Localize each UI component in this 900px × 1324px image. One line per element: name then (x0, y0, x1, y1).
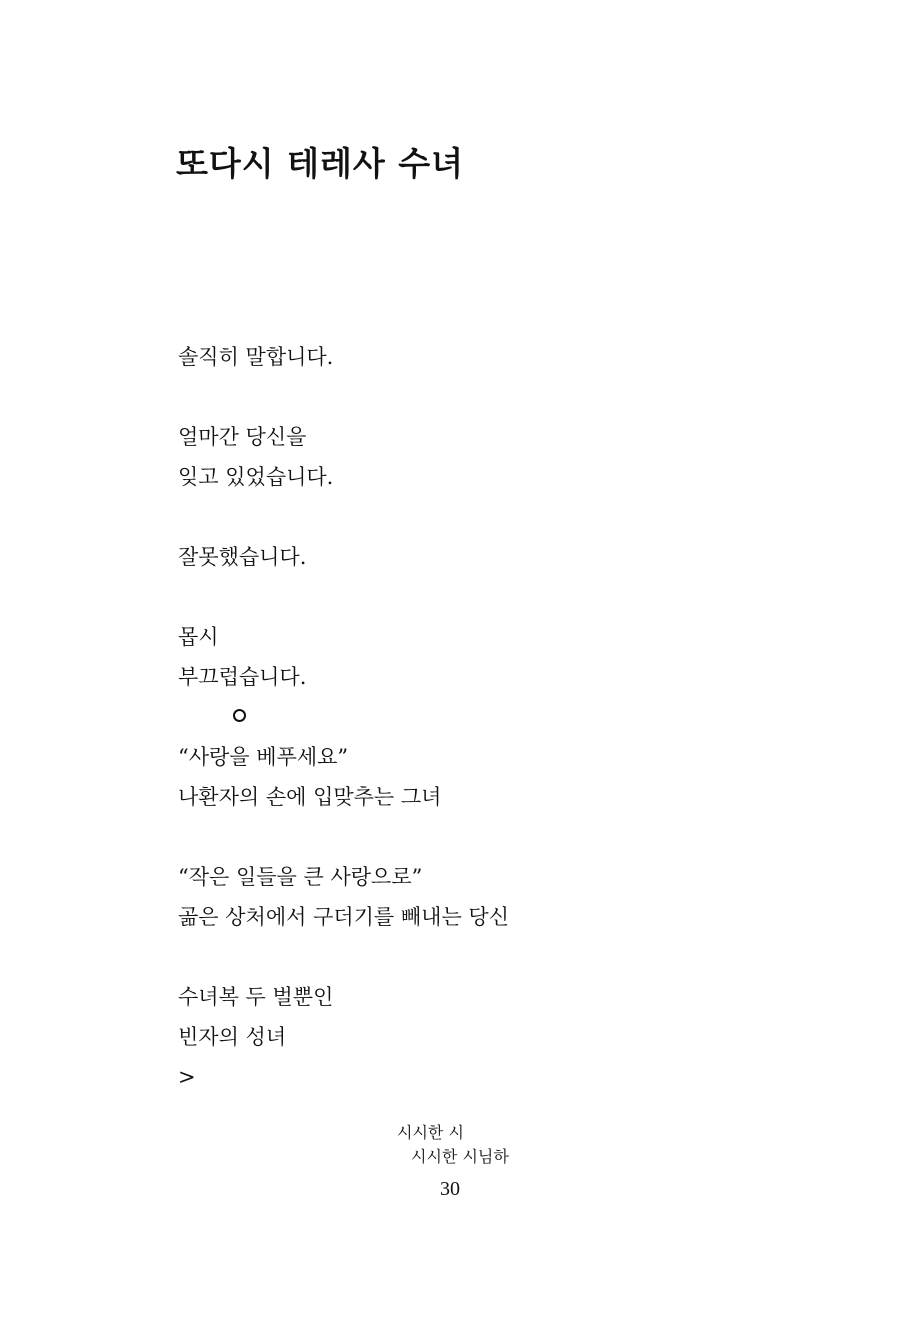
running-footer-line1: 시시한 시 (397, 1123, 464, 1142)
poem-line: 곪은 상처에서 구더기를 빼내는 당신 (178, 905, 509, 929)
poem-line: 솔직히 말합니다. (178, 345, 334, 369)
poem-line: 나환자의 손에 입맞추는 그녀 (178, 785, 442, 809)
poem-line: 빈자의 성녀 (178, 1025, 287, 1049)
poem-line: > (178, 1065, 196, 1089)
poem-line: 부끄럽습니다. (178, 665, 307, 689)
poem-line: 몹시 (178, 625, 219, 649)
poem-line: “사랑을 베푸세요” (178, 745, 349, 769)
poem-title: 또다시 테레사 수녀 (176, 144, 465, 183)
running-footer-line2: 시시한 시님하 (411, 1147, 509, 1166)
poem-line: 수녀복 두 벌뿐인 (178, 985, 334, 1009)
poem-line: “작은 일들을 큰 사랑으로” (178, 865, 423, 889)
poem-line: 잊고 있었습니다. (178, 465, 334, 489)
page-number: 30 (440, 1178, 460, 1200)
poem-line: 얼마간 당신을 (178, 425, 307, 449)
poem-line: 잘못했습니다. (178, 545, 307, 569)
section-divider-circle (233, 709, 246, 722)
